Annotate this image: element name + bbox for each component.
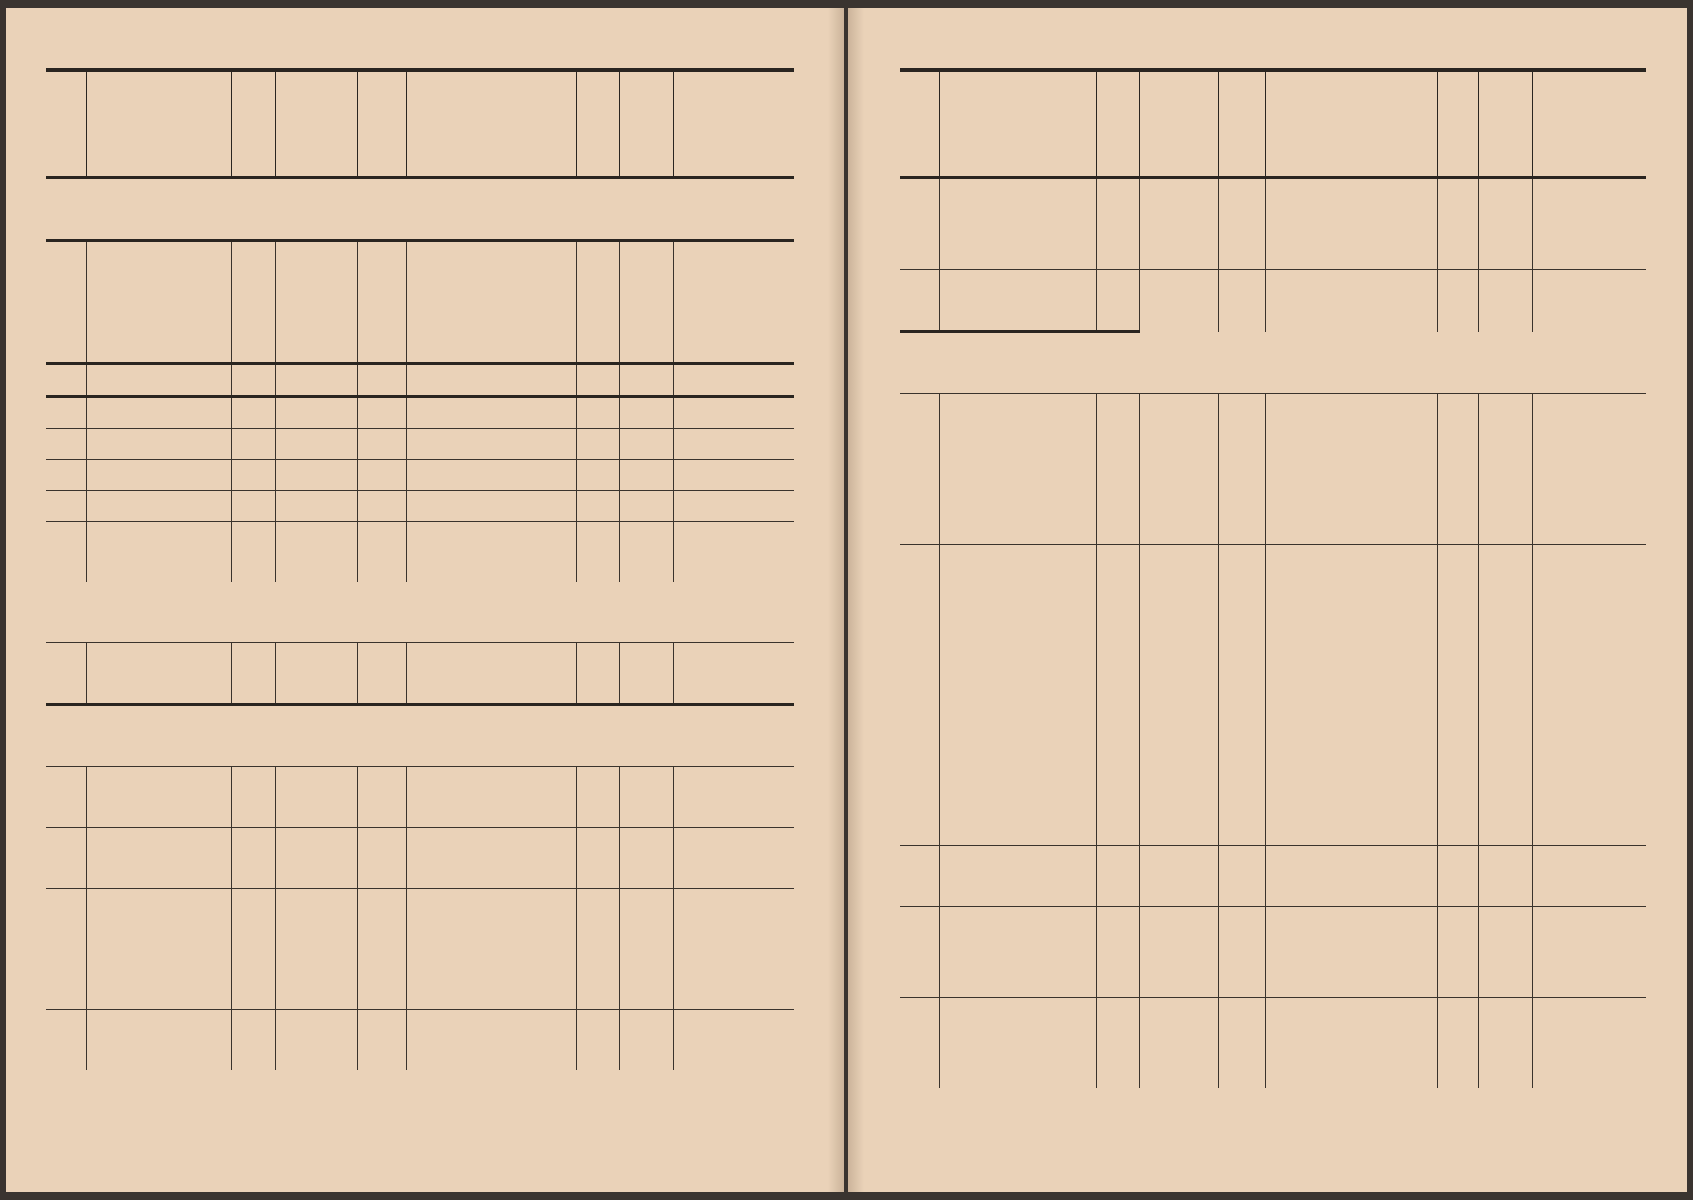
- header-speed: [358, 70, 406, 178]
- table-header: [46, 70, 794, 178]
- left-page: [6, 8, 844, 1192]
- header-armament: [1266, 70, 1438, 178]
- header-nr: [46, 70, 86, 178]
- header-name: [86, 70, 231, 178]
- table-row: [46, 241, 794, 273]
- header-size: [1140, 70, 1219, 178]
- header-speed: [1218, 70, 1266, 178]
- table-row: [46, 767, 794, 798]
- table-row: [46, 491, 794, 522]
- table-row: [46, 364, 794, 397]
- table-row: [900, 846, 1646, 877]
- table-row: [46, 673, 794, 705]
- fleet-table: [46, 68, 794, 1070]
- header-remarks: [1532, 70, 1646, 178]
- table-row: [46, 460, 794, 491]
- table-header: [900, 70, 1646, 178]
- section-heading: [46, 178, 794, 241]
- table-row: [900, 394, 1646, 425]
- header-name: [939, 70, 1096, 178]
- table-row: [46, 1010, 794, 1041]
- header-armament: [406, 70, 577, 178]
- table-row: [900, 270, 1646, 301]
- header-remarks: [674, 70, 794, 178]
- header-aircraft: [1437, 70, 1478, 178]
- table-row: [46, 643, 794, 674]
- header-nr: [900, 70, 939, 178]
- table-row: [900, 545, 1646, 576]
- header-size: [276, 70, 358, 178]
- table-row: [46, 397, 794, 429]
- page-gutter-shadow: [848, 8, 864, 1192]
- table-row: [46, 828, 794, 859]
- table-row: [900, 998, 1646, 1029]
- section-heading: [900, 332, 1646, 394]
- section-heading: [46, 705, 794, 767]
- section-heading: [46, 582, 794, 643]
- table-row: [46, 429, 794, 460]
- header-crew: [619, 70, 674, 178]
- page-gutter-shadow: [828, 8, 844, 1192]
- header-launch: [1096, 70, 1139, 178]
- header-aircraft: [577, 70, 619, 178]
- table-row: [900, 907, 1646, 938]
- table-row: [900, 178, 1646, 210]
- table-row: [46, 522, 794, 553]
- header-crew: [1479, 70, 1533, 178]
- right-page: [848, 8, 1687, 1192]
- table-row: [46, 889, 794, 920]
- header-launch: [231, 70, 275, 178]
- fleet-table: [900, 68, 1646, 1088]
